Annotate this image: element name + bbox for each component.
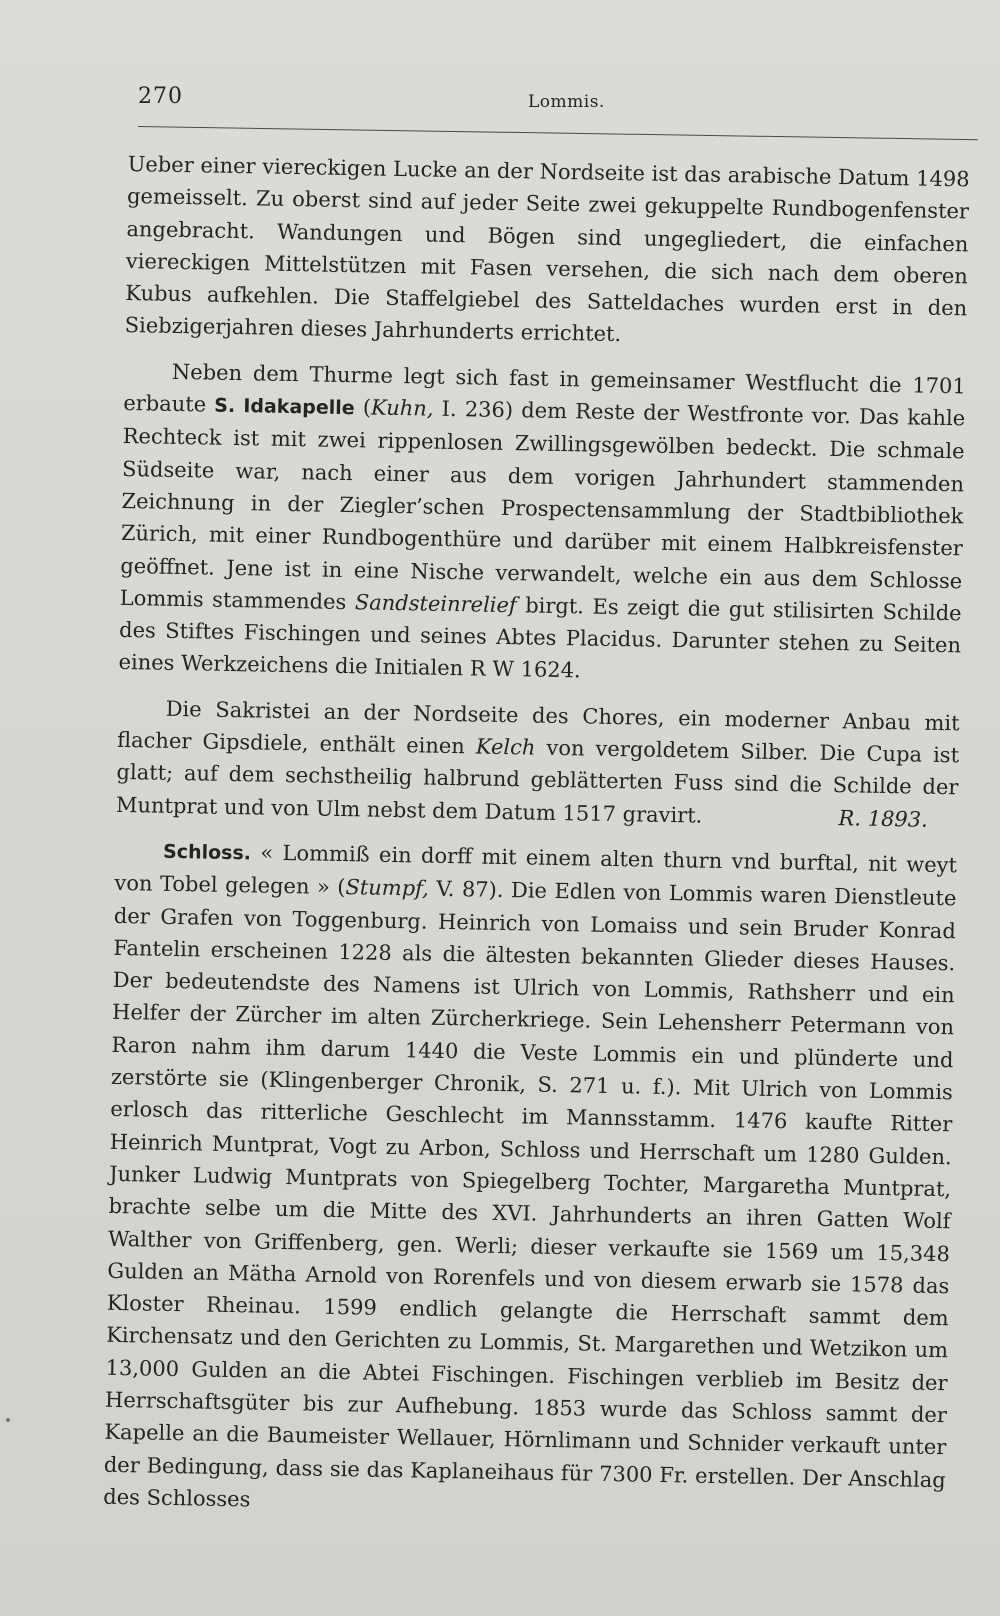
text-segment: birgt. Es zeigt die gut stilisirten Schilde des Stiftes Fischingen und seines Abtes Placidus. Darunter stehen zu Seiten eines Werkzeichens die Initialen R W 1624. xyxy=(118,593,962,683)
paragraph-text: Ueber einer viereckigen Lucke an der Nordseite ist das arabische Datum 1498 gemeisselt. Zu oberst sind auf jeder Seite zwei gekuppelte Rundbogenfenster angebracht. Wandungen und Bögen sind ungegliedert, die einfachen viereckigen Mittelstützen mit Fasen versehen, die sich nach dem oberen Kubus aufkehlen. Die Staffelgiebel des Satteldaches wurden erst in den Siebzigerjahren dieses Jahrhunderts errichtet. xyxy=(124,151,970,347)
page-header xyxy=(138,84,978,124)
text-segment: ( xyxy=(354,395,372,420)
text-segment: V. 87). Die Edlen von Lommis waren Dienstleute der Grafen von Toggenburg. Heinrich von Lomaiss und sein Bruder Konrad Fantelin erscheinen 1228 als die ältesten bekannten Glieder dieses Hauses. Der bedeutendste des Namens ist Ulrich von Lommis, Rathsherr und ein Helfer der Zürcher im alten Zürcherkriege. Sein Lehensherr Petermann von Raron nahm ihm darum 1440 die Veste Lommis ein und plünderte und zerstörte sie (Klingenberger Chronik, S. 271 u. f.). Mit Ulrich von Lommis erlosch das ritterliche Geschlecht im Mannsstamm. 1476 kaufte Ritter Heinrich Muntprat, Vogt zu Arbon, Schloss und Herrschaft um 1280 Gulden. Junker Ludwig Muntprats von Spiegelberg Tochter, Margaretha Muntprat, brachte selbe um die Mitte des XVI. Jahrhunderts an ihren Gatten Wolf Walther von Griffenberg, gen. Werli; dieser verkaufte sie 1569 um 15,348 Gulden an Mätha Arnold von Rorenfels und von diesem erwarb sie 1578 das Kloster Rheinau. 1599 endlich gelangte die Herrschaft sammt dem Kirchensatz und den Gerichten zu Lommis, St. Margarethen und Wetzikon um 13,000 Gulden an die Abtei Fischingen. Fischingen verblieb im Besitz der Herrschaftsgüter bis zur Aufhebung. 1853 wurde das Schloss sammt der Kapelle an die Baumeister Wellauer, Hörnlimann und Schnider verkauft unter der Bedingung, dass sie das Kaplaneihaus für 7300 Fr. erstellen. Der Anschlag des Schlosses xyxy=(103,876,957,1512)
text-segment: « Lommiß ein dorff mit einem alten thurn vnd burftal, nit weyt von Tobel gelegen » ( xyxy=(114,840,958,900)
paragraph-schloss xyxy=(103,834,957,1529)
header-rule xyxy=(138,126,978,140)
margin-speck xyxy=(6,1418,10,1422)
citation-stumpf: Stumpf, xyxy=(345,875,430,901)
schloss-heading: Schloss. xyxy=(162,840,252,865)
page-number: 270 xyxy=(138,84,183,109)
body-text xyxy=(103,148,970,1541)
paragraph-tower xyxy=(124,148,969,357)
running-title: Lommis. xyxy=(528,92,605,112)
text-segment: I. 236) dem Reste der Westfronte vor. Das kahle Rechteck ist mit zwei rippenlosen Zwillingsgewölben bedeckt. Die schmale Südseite war, nach einer aus dem vorigen Jahrhundert stammenden Zeichnung in der Ziegler’schen Prospectensammlung der Stadtbibliothek Zürich, mit einer Rundbogenthüre und darüber mit einem Halbkreisfenster geöffnet. Jene ist in eine Nische verwandelt, welche ein aus dem Schlosse Lommis stammendes xyxy=(119,396,966,615)
paragraph-sakristei xyxy=(116,692,960,837)
text-segment: Die Sakristei an der Nordseite des Chores, ein moderner Anbau mit flacher Gipsdiele, enthält einen xyxy=(116,696,960,759)
term-sandsteinrelief: Sandsteinrelief xyxy=(354,590,517,618)
idakapelle-heading: S. Idakapelle xyxy=(214,394,355,420)
text-segment: von vergoldetem Silber. Die Cupa ist glatt; auf dem sechstheilig halbrund geblätterten Fuss sind die Schilde der Muntprat und von Ulm nebst dem Datum 1517 gravirt. xyxy=(115,735,960,828)
term-kelch: Kelch xyxy=(475,734,536,760)
citation-kuhn: Kuhn, xyxy=(370,395,434,421)
author-signature: R. 1893. xyxy=(838,805,929,832)
paragraph-idakapelle xyxy=(118,355,966,694)
text-segment: Neben dem Thurme legt sich fast in gemeinsamer Westflucht die 1701 erbaute xyxy=(123,359,966,417)
